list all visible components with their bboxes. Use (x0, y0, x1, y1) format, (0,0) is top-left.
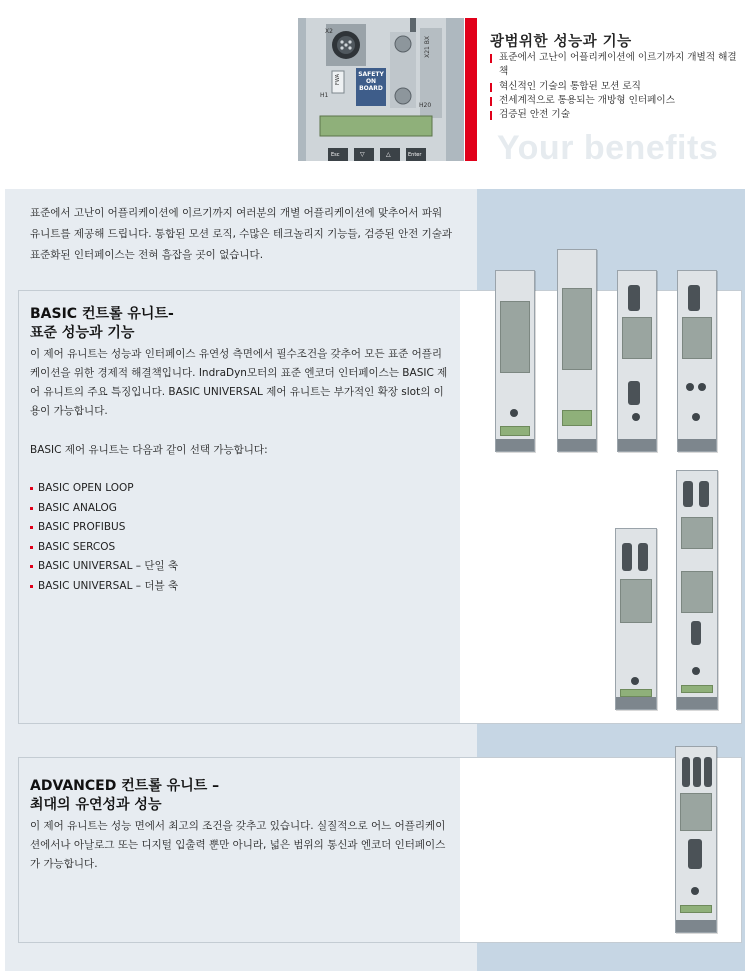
advanced-section (18, 757, 742, 943)
intro-paragraph: 표준에서 고난이 어플리케이션에 이르기까지 여러분의 개별 어플리케이션에 맞추어서 파워 유니트를 제공해 드립니다. 통합된 모션 로직, 수많은 테크놀리지 기능들, 검증된 안전 기술과 표준화된 인터페이스는 전혀 흠잡을 곳이 없습니다. (30, 207, 453, 261)
accent-red-stripe (465, 18, 477, 161)
advanced-module-image (675, 746, 717, 933)
benefit-item: 혁신적인 기술의 통합된 모션 로직 (489, 80, 739, 94)
basic-option-item: BASIC UNIVERSAL – 단일 축 (30, 557, 450, 577)
basic-option-item: BASIC UNIVERSAL – 더블 축 (30, 577, 450, 597)
photo-key-esc: Esc (331, 152, 340, 158)
advanced-title-line1: ADVANCED 컨트롤 유니트 – (30, 778, 220, 794)
benefit-item: 표준에서 고난이 어플리케이션에 이르기까지 개별적 해결책 (489, 51, 739, 80)
benefits-list (489, 51, 739, 122)
benefits-title: 광범위한 성능과 기능 (490, 34, 632, 50)
basic-title-line1: BASIC 컨트롤 유니트- (30, 306, 174, 322)
basic-option-item: BASIC PROFIBUS (30, 518, 450, 538)
safety-on-board-badge: SAFETY ON BOARD (358, 71, 384, 92)
photo-label-x21: X21 BX (424, 36, 431, 58)
basic-universal-single-axis-image (615, 528, 657, 710)
photo-key-up: △ (386, 151, 391, 158)
basic-module-sercos-image (677, 270, 717, 452)
basic-option-item: BASIC OPEN LOOP (30, 479, 450, 499)
photo-label-fwa: FWA (335, 74, 341, 85)
basic-module-profibus-image (617, 270, 657, 452)
photo-key-enter: Enter (408, 152, 422, 158)
basic-universal-double-axis-image (676, 470, 718, 710)
photo-label-x2: X2 (325, 28, 333, 35)
basic-option-item: BASIC ANALOG (30, 499, 450, 519)
basic-options-intro: BASIC 제어 유니트는 다음과 같이 선택 가능합니다: (30, 444, 268, 456)
benefit-item: 검증된 안전 기술 (489, 108, 739, 122)
basic-title-line2: 표준 성능과 기능 (30, 325, 135, 341)
benefit-item: 전세계적으로 통용되는 개방형 인터페이스 (489, 94, 739, 108)
hero-photo-control-panel (298, 18, 464, 161)
photo-key-down: ▽ (360, 151, 365, 158)
basic-module-analog-image (557, 249, 597, 452)
basic-option-item: BASIC SERCOS (30, 538, 450, 558)
benefits-watermark: Your benefits (497, 129, 719, 161)
photo-label-h1: H1 (320, 92, 329, 99)
advanced-title-line2: 최대의 유연성과 성능 (30, 797, 162, 813)
basic-module-open-loop-image (495, 270, 535, 452)
basic-description: 이 제어 유니트는 성능과 인터페이스 유연성 측면에서 필수조건을 갖추어 모든 표준 어플리케이션을 위한 경제적 해결책입니다. IndraDyn모터의 표준 엔코더 인터페이스는 BASIC 제어 유니트의 주요 특징입니다. BASIC UNIVERSAL 제어 유니트는 부가적인 확장 slot의 이용이 가능합니다. (30, 348, 448, 417)
benefits-box (477, 18, 742, 161)
photo-label-h20: H20 (419, 102, 432, 109)
basic-options-list (30, 479, 450, 596)
advanced-description: 이 제어 유니트는 성능 면에서 최고의 조건을 갖추고 있습니다. 실질적으로 어느 어플리케이션에서나 아날로그 또는 디지털 입출력 뿐만 아니라, 넓은 범위의 통신과 엔코더 인터페이스가 가능합니다. (30, 820, 446, 870)
